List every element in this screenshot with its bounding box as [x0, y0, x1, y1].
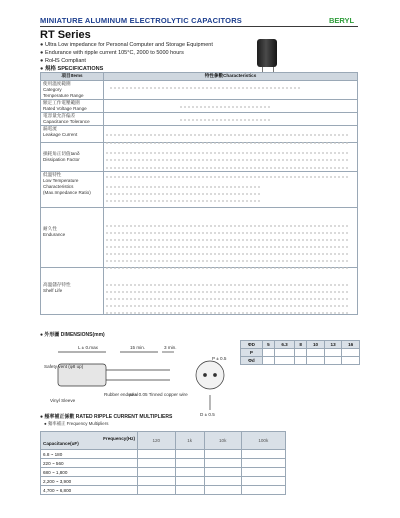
- table-row: Φd: [241, 357, 360, 365]
- spec-heading: ● 規格 SPECIFICATIONS: [40, 66, 104, 72]
- table-row: 2,200 ~ 3,900: [41, 477, 286, 486]
- table-row: ΦD 5 6.3 8 10 13 16: [241, 341, 360, 349]
- items-header: 項目Items: [41, 73, 104, 81]
- dimensions-heading: ● 外形圖 DIMENSIONS(mm): [40, 332, 105, 338]
- feature-item: ● RoHS Compliant: [40, 58, 86, 64]
- bullet-icon: ●: [40, 58, 44, 64]
- pitch-label: P ± 0.5: [212, 356, 227, 361]
- spec-item-label: 低溫特性 Low Temperature Characteristics (Max.Impedance Ratio): [41, 172, 104, 208]
- table-row: 4,700 ~ 6,800: [41, 486, 286, 495]
- table-row: 6.8 ~ 180: [41, 450, 286, 459]
- table-row: 680 ~ 1,800: [41, 468, 286, 477]
- gap-label: 3 min.: [164, 345, 177, 350]
- dimensions-table: [240, 340, 360, 365]
- catalog-title: MINIATURE ALUMINUM ELECTROLYTIC CAPACITORS: [40, 16, 243, 25]
- spec-item-label: 電容量允許偏差 Capacitance Tolerance: [41, 113, 104, 126]
- diameter-label: D ± 0.5: [200, 412, 215, 417]
- capacitor-photo: [257, 39, 277, 67]
- spec-item-label: 高溫儲存特性 Shelf Life: [41, 268, 104, 315]
- spec-item-label: 漏電流 Leakage Current: [41, 126, 104, 143]
- table-header-row: Frequency(Hz) Capacitance(uF) 120 1k 10k 100k: [41, 432, 286, 450]
- rubber-seal-label: Rubber end seal: [104, 392, 138, 397]
- vinyl-sleeve-label: Vinyl Sleeve: [50, 398, 76, 403]
- ripple-multiplier-table: [40, 431, 286, 495]
- feature-list: [40, 41, 213, 73]
- freq-cap-header: Frequency(Hz) Capacitance(uF): [41, 432, 138, 450]
- bullet-icon: ●: [40, 66, 44, 72]
- table-row: 220 ~ 560: [41, 459, 286, 468]
- characteristics-header: 特性參數Characteristics: [104, 73, 358, 81]
- lead-length-label: 15 min.: [130, 345, 146, 350]
- series-title: RT Series: [40, 29, 91, 41]
- brand-logo: BERYL: [329, 16, 355, 25]
- header-rule: [40, 26, 358, 27]
- table-row: P: [241, 349, 360, 357]
- spec-text-lines: [100, 80, 358, 330]
- safety-vent-label: Safety vent (φ8 up): [44, 364, 84, 369]
- bullet-icon: ●: [40, 50, 44, 56]
- ripple-heading: ● 頻率補正係數 RATED RIPPLE CURRENT MULTIPLIERS: [40, 414, 173, 420]
- ripple-subheading: ● 頻率補正 Frequency Multipliers: [44, 421, 109, 426]
- feature-item: ● Ultra Low impedance for Personal Computer and Storage Equipment: [40, 42, 213, 48]
- spec-item-label: 額定工作電壓範圍 Rated Voltage Range: [41, 100, 104, 113]
- length-label: L ± 0.max: [78, 345, 98, 350]
- spec-item-label: 損耗角正切值tanδ Dissipation Factor: [41, 143, 104, 172]
- bullet-icon: ●: [40, 42, 44, 48]
- spec-item-label: 耐久性 Endurance: [41, 208, 104, 268]
- feature-item: ● Endurance with ripple current 105°C, 2000 to 5000 hours: [40, 50, 184, 56]
- lead-diameter-label: φd ± 0.05 Tinned copper wire: [128, 392, 188, 397]
- spec-item-label: 使用溫度範圍 Category Temperature Range: [41, 81, 104, 100]
